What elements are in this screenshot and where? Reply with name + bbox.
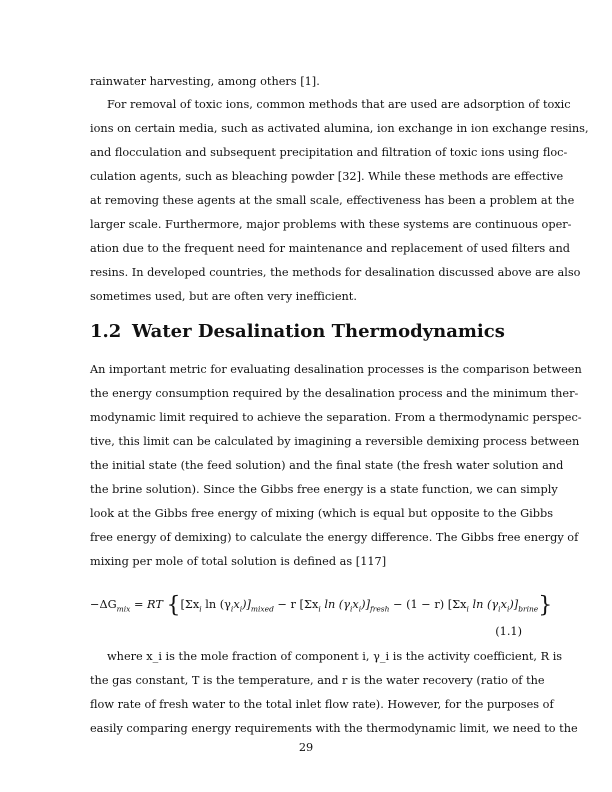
body-text-line: mixing per mole of total solution is defined as [117] xyxy=(90,555,387,568)
body-text-line: where x_i is the mole fraction of component i, γ_i is the activity coefficient, R is xyxy=(107,650,563,663)
body-text-line: tive, this limit can be calculated by imagining a reversible demixing process between xyxy=(90,435,580,448)
body-text-line: the energy consumption required by the desalination process and the minimum ther- xyxy=(90,387,579,400)
body-text-line: rainwater harvesting, among others [1]. xyxy=(90,75,320,88)
equation-number: (1.1) xyxy=(495,625,522,638)
body-text-line: easily comparing energy requirements with the thermodynamic limit, we need to the xyxy=(90,722,578,735)
body-text-line: culation agents, such as bleaching powder [32]. While these methods are effective xyxy=(90,170,564,183)
body-text-line: at removing these agents at the small scale, effectiveness has been a problem at the xyxy=(90,194,575,207)
section-title: Water Desalination Thermodynamics xyxy=(132,321,505,342)
body-text-line: resins. In developed countries, the methods for desalination discussed above are also xyxy=(90,266,581,279)
equation: $-\Delta G_{mix}$ = RT {[$\Sigma x_i$ $\ln (\gamma_ix_i)]_{mixed} - r$ [$\Sigma x_i$ $\ln (\gamma_ix_i)]_{fresh} - (1 - r)$ [$\Sigma x_i$ $\ln (\gamma_ix_i)]_{brine}$} xyxy=(90,593,553,618)
body-text-line: and flocculation and subsequent precipitation and filtration of toxic ions using floc- xyxy=(90,146,568,159)
body-text-line: larger scale. Furthermore, major problems with these systems are continuous oper- xyxy=(90,218,572,231)
body-text-line: flow rate of fresh water to the total inlet flow rate). However, for the purposes of xyxy=(90,698,554,711)
body-text-line: An important metric for evaluating desalination processes is the comparison between xyxy=(90,363,582,376)
body-text-line: ions on certain media, such as activated alumina, ion exchange in ion exchange resins, xyxy=(90,122,589,135)
page-number: 29 xyxy=(298,741,314,754)
section-heading xyxy=(90,321,505,342)
body-text-line: ation due to the frequent need for maintenance and replacement of used filters and xyxy=(90,242,570,255)
body-text-line: sometimes used, but are often very inefficient. xyxy=(90,290,357,303)
body-text-line: look at the Gibbs free energy of mixing (which is equal but opposite to the Gibbs xyxy=(90,507,554,520)
body-text-line: free energy of demixing) to calculate the energy difference. The Gibbs free energy of xyxy=(90,531,579,544)
section-number: 1.2 xyxy=(90,321,122,342)
body-text-line: modynamic limit required to achieve the separation. From a thermodynamic perspec- xyxy=(90,411,582,424)
body-text-line: the brine solution). Since the Gibbs free energy is a state function, we can simply xyxy=(90,483,558,496)
body-text-line: the gas constant, T is the temperature, and r is the water recovery (ratio of the xyxy=(90,674,545,687)
body-text-line: For removal of toxic ions, common methods that are used are adsorption of toxic xyxy=(107,98,571,111)
body-text-line: the initial state (the feed solution) and the final state (the fresh water solution and xyxy=(90,459,564,472)
